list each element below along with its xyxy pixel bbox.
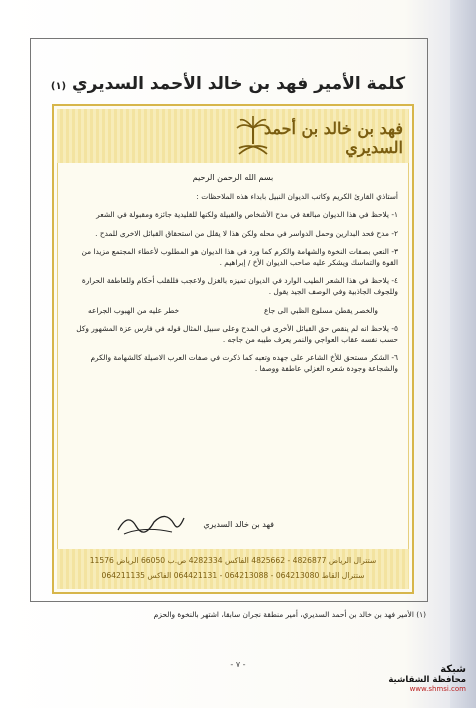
letter-sheet: [52, 104, 414, 594]
site-watermark: [346, 664, 466, 693]
signature-block: [114, 502, 274, 548]
palm-swords-emblem-icon: [235, 114, 271, 158]
footer-contact-riyadh: ستترال الرياض 4826877 - 4825662 الفاكس 4282334 ص.ب 66050 الرياض 11576: [89, 556, 377, 565]
watermark-line-1: شبكة: [440, 664, 466, 675]
verse-hemistich-2: والخصر يقطن مسلوع الظبي الى جاع: [263, 305, 378, 315]
watermark-url: www.shmsi.com: [409, 685, 466, 693]
title-text: كلمة الأمير فهد بن خالد الأحمد السديري: [72, 74, 406, 94]
title-footnote-mark: (١): [50, 81, 67, 92]
page-number: - ٧ -: [230, 660, 246, 669]
verse-line: [88, 305, 378, 316]
note-2: ٢- مدح فحد البدارين وحمل الدواسر في محله ولكن هذا لا يقلل من استحقاق القبائل الاخرى للمدح .: [95, 228, 398, 238]
signature-name: فهد بن خالد السديري: [203, 520, 274, 529]
basmala: بسم الله الرحمن الرحيم: [192, 173, 274, 182]
note-1: ١- يلاحظ في هذا الديوان مبالغة في مدح الأشخاص والقبيلة ولكنها للقليدية جائزة ومقبولة في الشعر: [96, 210, 398, 220]
footnote: (١) الأمير فهد بن خالد بن أحمد السديري، أمير منطقة نجران سابقا، اشتهر بالنخوة والحزم: [153, 610, 426, 619]
note-3: ٣- النعي بصفات النخوة والشهامة والكرم كما ورد في هذا الديوان هو المطلوب لأعطاء المجتمع مزيدا من القوة والتماسك ويشكر عليه صاحب الديوان الأخ / إبراهيم .: [81, 246, 398, 268]
watermark-line-2: محافظة الشقاشية: [388, 675, 466, 685]
letterhead-name: فهد بن خالد بن أحمد السديري: [264, 119, 403, 157]
note-4: ٤- يلاحظ في هذا الشعر الطيب الوارد في الديوان تميزه بالغزل ولاعجب فللقلب أحكام وللعاطفة الحرارة وللجوف الجاذبية وفي الوصف الجيد يقول .: [81, 276, 398, 297]
page-title: [30, 74, 426, 94]
letter-body: [68, 168, 398, 382]
verse-hemistich-1: خطر عليه من الهبوب الجراعه: [88, 305, 180, 315]
handwritten-signature-icon: [114, 504, 186, 540]
note-5: ٥- يلاحظ انه لم ينقص حق القبائل الأخرى في المدح وعلى سبيل المثال قوله في فارس عزة المشهور وكل حسب نفسه عقاب العواجي والنمر يعرف طيبه من جاجه .: [76, 323, 398, 345]
letterhead-band: [57, 109, 409, 163]
footer-contact-qat: ستترال القاط 064213080 - 064213088 - 064421131 الفاكس 064211135: [101, 571, 365, 580]
note-6: ٦- الشكر مستحق للأخ الشاعر على جهده وتعبه كما ذكرت في صفات العرب الاصيلة كالشهامة والكرم والشجاعة وجودة شعره الغزلي عاطفة ووصفا .: [90, 353, 398, 374]
letterhead-footer: [57, 549, 409, 589]
salutation: أستاذي القارئ الكريم وكاتب الديوان النبيل بابداء هذه الملاحظات :: [196, 192, 398, 202]
book-spine-shadow: [450, 0, 476, 708]
